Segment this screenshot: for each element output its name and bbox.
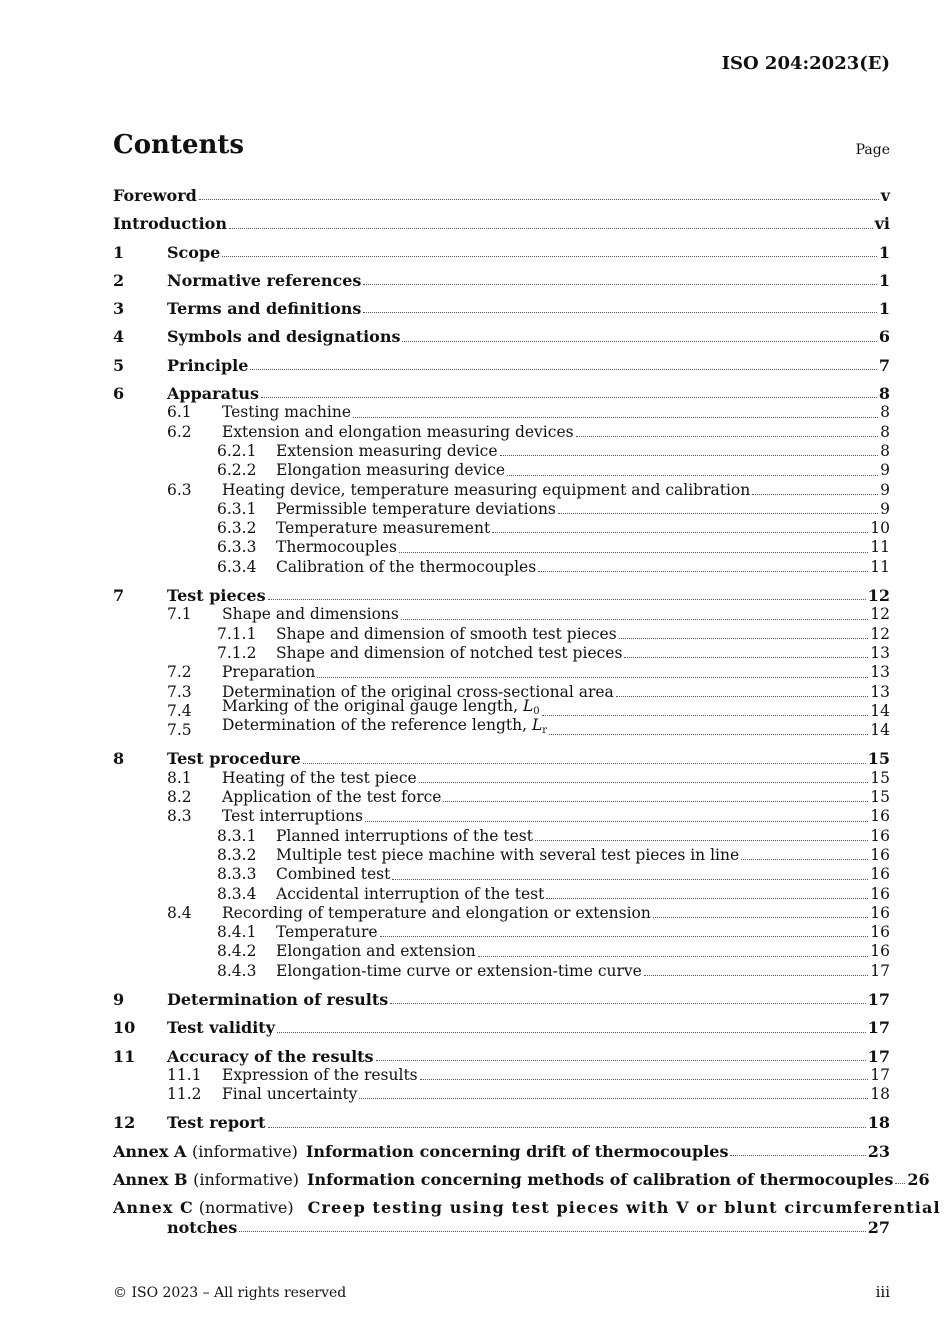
toc-number: 8.3.1 (217, 826, 257, 845)
toc-number: 8.3.4 (217, 884, 257, 903)
toc-title: Test procedure (167, 749, 301, 769)
toc-title: Terms and definitions (167, 299, 362, 319)
toc-page: 23 (867, 1141, 890, 1161)
toc-entry-8-3-3[interactable] (113, 865, 890, 884)
page-number: iii (875, 1283, 890, 1301)
toc-page: 14 (870, 721, 890, 740)
toc-page: 17 (867, 1018, 890, 1038)
dot-leader (239, 1231, 865, 1232)
toc-number: 6 (113, 384, 125, 404)
toc-number: 11.1 (167, 1065, 202, 1084)
toc-entry-8-3[interactable] (113, 807, 890, 826)
toc-title: Test interruptions (222, 807, 363, 826)
dot-leader (653, 917, 868, 918)
toc-entry-11-1[interactable] (113, 1066, 890, 1085)
toc-title: Shape and dimensions (222, 605, 399, 624)
toc-page: 6 (878, 327, 890, 347)
toc-title: Recording of temperature and elongation or extension (222, 903, 651, 922)
dot-leader (222, 256, 877, 257)
toc-number: 6.1 (167, 403, 192, 422)
annex-title-continued: notches (167, 1217, 238, 1237)
toc-entry-7-1[interactable] (113, 605, 890, 624)
toc-page: 1 (878, 299, 890, 319)
toc-number: 3 (113, 299, 125, 319)
toc-page: 9 (880, 499, 890, 518)
toc-entry-8-1[interactable] (113, 769, 890, 788)
dot-leader (250, 369, 876, 370)
toc-title (113, 1142, 728, 1161)
toc-entry-8-4-3[interactable] (113, 962, 890, 981)
toc-title: Thermocouples (276, 538, 397, 557)
toc-page: 16 (870, 826, 890, 845)
toc-number: 11 (113, 1046, 136, 1066)
toc-number: 10 (113, 1018, 136, 1038)
toc-page: vi (874, 214, 890, 234)
toc-entry-6-2[interactable] (113, 423, 890, 442)
toc-entry-annex-c[interactable] (113, 1198, 941, 1237)
toc-title: Principle (167, 355, 249, 375)
symbol-length: L (531, 716, 543, 735)
toc-page: 16 (870, 942, 890, 961)
toc-title: Heating device, temperature measuring equipment and calibration (222, 480, 751, 499)
toc-page: 14 (870, 701, 890, 720)
symbol-length: L (522, 696, 534, 715)
toc-page: 16 (870, 923, 890, 942)
toc-entry-6-1[interactable] (113, 403, 890, 422)
toc-title: Testing machine (222, 403, 351, 422)
symbol-subscript: 0 (533, 705, 540, 717)
toc-number: 2 (113, 270, 125, 290)
annex-status: (informative) (193, 1170, 299, 1190)
toc-title: Apparatus (167, 384, 259, 404)
toc-entry-introduction[interactable] (113, 214, 890, 233)
dot-leader (542, 715, 869, 716)
dot-leader (419, 782, 869, 783)
toc-page: 17 (870, 961, 890, 980)
toc-number: 6.3.1 (217, 499, 257, 518)
toc-number: 7 (113, 586, 125, 606)
toc-number: 6.3 (167, 480, 192, 499)
toc-page: 17 (867, 1046, 890, 1066)
toc-title: Final uncertainty (222, 1085, 358, 1104)
toc-title: Symbols and designations (167, 327, 401, 347)
toc-number: 8.3.2 (217, 845, 257, 864)
toc-number: 6.3.4 (217, 557, 257, 576)
dot-leader (390, 1003, 865, 1004)
toc-title: Permissible temperature deviations (276, 499, 556, 518)
toc-page: 12 (870, 605, 890, 624)
toc-entry-7-5[interactable] (113, 716, 890, 740)
toc-title: Determination of results (167, 989, 389, 1009)
toc-title: Multiple test piece machine with several test pieces in line (276, 845, 740, 864)
dot-leader (317, 677, 868, 678)
toc-number: 6.3.3 (217, 538, 257, 557)
toc-number: 8.2 (167, 788, 192, 807)
toc-entry-6-3-2[interactable] (113, 519, 890, 538)
toc-page: 8 (880, 422, 890, 441)
toc-number: 7.1.2 (217, 643, 257, 662)
dot-leader (752, 494, 878, 495)
dot-leader (229, 228, 873, 229)
toc-title: Heating of the test piece (222, 768, 417, 787)
toc-title-text: Determination of the reference length, (222, 716, 532, 735)
dot-leader (380, 936, 869, 937)
dot-leader (546, 898, 868, 899)
document-id: ISO 204:2023(E) (721, 53, 890, 74)
toc-entry-6-3-3[interactable] (113, 538, 890, 557)
toc-number: 8 (113, 749, 125, 769)
toc-number: 6.2 (167, 422, 192, 441)
toc-number: 4 (113, 327, 125, 347)
toc-entry-6-3-4[interactable] (113, 558, 890, 577)
toc-entry-8-3-4[interactable] (113, 885, 890, 904)
toc-entry-12[interactable] (113, 1113, 890, 1132)
toc-page: 1 (878, 270, 890, 290)
toc-title: Accuracy of the results (167, 1046, 374, 1066)
toc-entry-9[interactable] (113, 990, 890, 1009)
toc-entry-8-4-2[interactable] (113, 942, 890, 961)
toc-number: 6.2.1 (217, 441, 257, 460)
dot-leader (268, 599, 866, 600)
toc-title: Temperature measurement (276, 519, 491, 538)
toc-page: 16 (870, 903, 890, 922)
toc-entry-1[interactable] (113, 243, 890, 262)
toc-number: 8.1 (167, 768, 192, 787)
dot-leader (535, 840, 868, 841)
symbol-subscript: r (542, 725, 548, 737)
toc-number: 7.2 (167, 663, 192, 682)
toc-entry-foreword[interactable] (113, 186, 890, 205)
dot-leader (624, 657, 868, 658)
toc-title: Extension and elongation measuring devices (222, 422, 574, 441)
toc-number: 5 (113, 355, 125, 375)
toc-page: 13 (870, 682, 890, 701)
toc-entry-annex-b[interactable] (113, 1170, 930, 1190)
dot-leader (576, 436, 879, 437)
toc-entry-annex-a[interactable] (113, 1142, 890, 1161)
toc-page: 13 (870, 643, 890, 662)
toc-number: 8.3 (167, 807, 192, 826)
toc-entry-8-4-1[interactable] (113, 923, 890, 942)
toc-title: Normative references (167, 270, 362, 290)
toc-entry-7-1-2[interactable] (113, 644, 890, 663)
toc-number: 12 (113, 1113, 136, 1133)
toc-page: 16 (870, 884, 890, 903)
toc-page: 18 (870, 1085, 890, 1104)
toc-title: Planned interruptions of the test (276, 826, 533, 845)
toc-entry-5[interactable] (113, 356, 890, 375)
toc-entry-4[interactable] (113, 327, 890, 346)
toc-entry-8-3-1[interactable] (113, 827, 890, 846)
dot-leader (363, 284, 876, 285)
toc-entry-6-2-2[interactable] (113, 461, 890, 480)
dot-leader (443, 801, 868, 802)
toc-page: 15 (867, 749, 890, 769)
toc-page: 17 (870, 1065, 890, 1084)
toc-title: Temperature (276, 923, 378, 942)
dot-leader (303, 763, 866, 764)
toc-title: Elongation and extension (276, 942, 476, 961)
dot-leader (365, 821, 868, 822)
toc-number: 7.1.1 (217, 624, 257, 643)
dot-leader (353, 417, 878, 418)
dot-leader (399, 552, 868, 553)
annex-label: Annex C (113, 1198, 194, 1218)
toc-page: 15 (870, 768, 890, 787)
toc-entry-7[interactable] (113, 586, 890, 605)
toc-page: 17 (867, 989, 890, 1009)
dot-leader (392, 879, 868, 880)
toc-title: Introduction (113, 214, 227, 234)
dot-leader (376, 1060, 866, 1061)
toc-page: 10 (870, 519, 890, 538)
toc-title: Accidental interruption of the test (276, 884, 545, 903)
toc-title: Calibration of the thermocouples (276, 557, 537, 576)
toc-entry-8[interactable] (113, 749, 890, 768)
toc-page: 15 (870, 788, 890, 807)
toc-number: 1 (113, 242, 125, 262)
toc-title: Expression of the results (222, 1065, 418, 1084)
toc-title: Test pieces (167, 586, 266, 606)
toc-title: Foreword (113, 186, 197, 205)
dot-leader (500, 455, 879, 456)
toc-title: Extension measuring device (276, 441, 498, 460)
toc-number: 6.3.2 (217, 519, 257, 538)
toc-number: 8.4 (167, 903, 192, 922)
dot-leader (538, 571, 868, 572)
annex-title: Information concerning methods of calibration of thermocouples (306, 1170, 894, 1190)
dot-leader (507, 475, 878, 476)
dot-leader (478, 956, 868, 957)
dot-leader (199, 199, 879, 200)
page-column-label: Page (855, 142, 890, 158)
dot-leader (492, 532, 868, 533)
toc-title: Elongation-time curve or extension-time curve (276, 961, 642, 980)
toc-number: 7.4 (167, 701, 192, 720)
dot-leader (401, 619, 868, 620)
toc-number: 11.2 (167, 1085, 202, 1104)
toc-number: 7.1 (167, 605, 192, 624)
toc-page: 12 (870, 624, 890, 643)
toc-entry-7-2[interactable] (113, 663, 890, 682)
toc-page: 13 (870, 663, 890, 682)
toc-page: 9 (880, 461, 890, 480)
toc-page: 7 (878, 355, 890, 375)
dot-leader (261, 397, 877, 398)
toc-page: 8 (878, 384, 890, 404)
toc-title: Determination of the original cross-sectional area (222, 682, 614, 701)
toc-entry-8-4[interactable] (113, 904, 890, 923)
page-title: Contents (113, 130, 245, 160)
annex-title: Information concerning drift of thermocouples (305, 1141, 729, 1161)
annex-label: Annex A (113, 1141, 187, 1161)
toc-number: 8.4.3 (217, 961, 257, 980)
dot-leader (616, 696, 868, 697)
toc-entry-6-3[interactable] (113, 481, 890, 500)
dot-leader (420, 1079, 869, 1080)
toc-title: Shape and dimension of smooth test pieces (276, 624, 617, 643)
toc-number: 8.3.3 (217, 865, 257, 884)
toc-number: 8.4.2 (217, 942, 257, 961)
toc-entry-6[interactable] (113, 384, 890, 403)
toc-entry-11[interactable] (113, 1047, 890, 1066)
annex-label: Annex B (113, 1170, 188, 1190)
toc-entry-2[interactable] (113, 271, 890, 290)
toc-entry-10[interactable] (113, 1018, 890, 1037)
table-of-contents (113, 186, 941, 1237)
dot-leader (549, 734, 868, 735)
dot-leader (277, 1032, 866, 1033)
toc-page: 11 (870, 538, 890, 557)
toc-page: v (880, 186, 890, 205)
toc-entry-11-2[interactable] (113, 1085, 890, 1104)
toc-page: 18 (867, 1113, 890, 1133)
toc-page: 12 (867, 586, 890, 606)
dot-leader (895, 1183, 905, 1184)
toc-page: 8 (880, 403, 890, 422)
toc-page: 27 (867, 1217, 890, 1237)
toc-number: 7.3 (167, 682, 192, 701)
dot-leader (644, 975, 868, 976)
toc-number: 7.5 (167, 721, 192, 740)
toc-page: 16 (870, 807, 890, 826)
toc-entry-8-2[interactable] (113, 788, 890, 807)
dot-leader (359, 1098, 868, 1099)
toc-page: 16 (870, 845, 890, 864)
toc-entry-7-1-1[interactable] (113, 625, 890, 644)
annex-title: Creep testing using test pieces with V or blunt circumferential (307, 1198, 941, 1218)
toc-entry-6-2-1[interactable] (113, 442, 890, 461)
annex-status: (informative) (191, 1141, 298, 1161)
toc-title: Elongation measuring device (276, 461, 506, 480)
toc-page: 8 (880, 441, 890, 460)
copyright-notice: © ISO 2023 – All rights reserved (113, 1285, 347, 1301)
dot-leader (730, 1155, 865, 1156)
toc-number: 9 (113, 989, 125, 1009)
toc-number: 8.4.1 (217, 923, 257, 942)
toc-entry-3[interactable] (113, 299, 890, 318)
toc-page: 16 (870, 865, 890, 884)
toc-title-text: Marking of the original gauge length, (222, 696, 523, 715)
toc-page: 26 (907, 1170, 930, 1190)
toc-title: Shape and dimension of notched test pieces (276, 643, 623, 662)
dot-leader (558, 513, 878, 514)
toc-title: Scope (167, 242, 221, 262)
toc-page: 9 (880, 480, 890, 499)
toc-title: Application of the test force (222, 788, 442, 807)
annex-status: (normative) (198, 1198, 294, 1218)
toc-title (113, 1170, 893, 1189)
toc-title: Test report (167, 1113, 266, 1133)
toc-page: 11 (870, 557, 890, 576)
toc-title: Preparation (222, 663, 316, 682)
toc-title: Test validity (167, 1018, 275, 1038)
dot-leader (619, 638, 869, 639)
toc-entry-8-3-2[interactable] (113, 846, 890, 865)
dot-leader (363, 312, 876, 313)
toc-number: 6.2.2 (217, 461, 257, 480)
dot-leader (741, 859, 868, 860)
toc-title: Combined test (276, 865, 391, 884)
toc-entry-6-3-1[interactable] (113, 500, 890, 519)
toc-title (222, 716, 547, 740)
dot-leader (268, 1127, 866, 1128)
toc-page: 1 (878, 242, 890, 262)
dot-leader (402, 341, 876, 342)
